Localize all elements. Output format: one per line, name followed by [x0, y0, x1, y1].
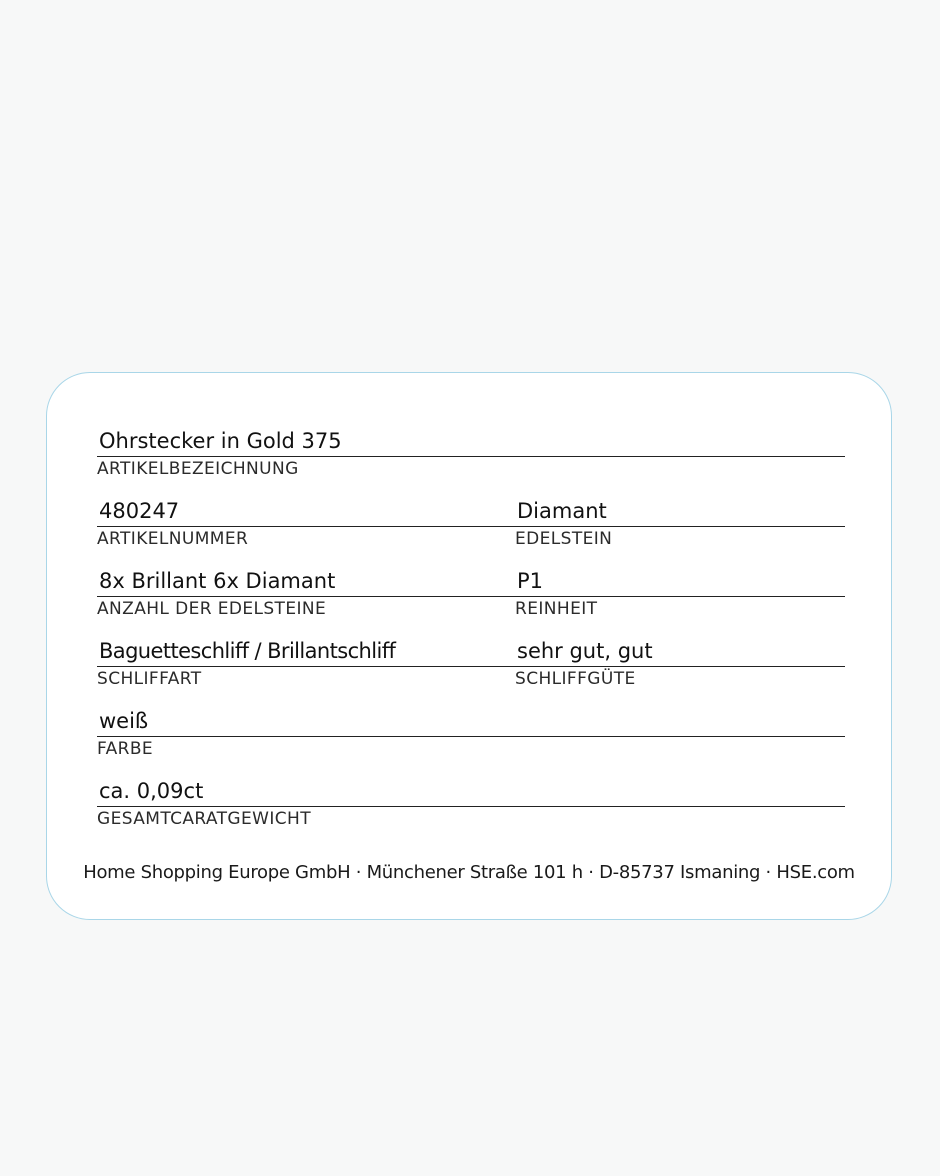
cut-type-label: SCHLIFFART — [97, 669, 202, 689]
cut-quality-label: SCHLIFFGÜTE — [515, 669, 636, 689]
article-name-value: Ohrstecker in Gold 375 — [99, 429, 342, 453]
carat-weight-label: GESAMTCARATGEWICHT — [97, 809, 311, 829]
field-gemstone — [515, 491, 845, 549]
article-number-value: 480247 — [99, 499, 180, 523]
cut-quality-value: sehr gut, gut — [517, 639, 653, 663]
field-cut-quality — [515, 631, 845, 689]
color-value: weiß — [99, 709, 149, 733]
field-gem-count — [97, 561, 515, 619]
clarity-label: REINHEIT — [515, 599, 598, 619]
divider-line — [515, 666, 845, 667]
divider-line — [97, 456, 845, 457]
field-article-name — [97, 421, 845, 479]
gemstone-value: Diamant — [517, 499, 607, 523]
carat-weight-value: ca. 0,09ct — [99, 779, 204, 803]
divider-line — [97, 596, 515, 597]
article-name-label: ARTIKELBEZEICHNUNG — [97, 459, 299, 479]
field-cut-type — [97, 631, 515, 689]
company-footer: Home Shopping Europe GmbH · Münchener Straße 101 h · D-85737 Ismaning · HSE.com — [83, 862, 855, 883]
divider-line — [97, 736, 845, 737]
product-info-card — [46, 372, 892, 920]
color-label: FARBE — [97, 739, 154, 759]
clarity-value: P1 — [517, 569, 544, 593]
gem-count-value: 8x Brillant 6x Diamant — [99, 569, 336, 593]
gem-count-label: ANZAHL DER EDELSTEINE — [97, 599, 327, 619]
article-number-label: ARTIKELNUMMER — [97, 529, 249, 549]
divider-line — [97, 526, 515, 527]
cut-type-value: Baguetteschliff / Brillantschliff — [99, 639, 396, 663]
field-clarity — [515, 561, 845, 619]
divider-line — [515, 526, 845, 527]
field-carat-weight — [97, 771, 845, 829]
divider-line — [97, 666, 515, 667]
divider-line — [515, 596, 845, 597]
field-color — [97, 701, 845, 759]
divider-line — [97, 806, 845, 807]
gemstone-label: EDELSTEIN — [515, 529, 613, 549]
field-article-number — [97, 491, 515, 549]
